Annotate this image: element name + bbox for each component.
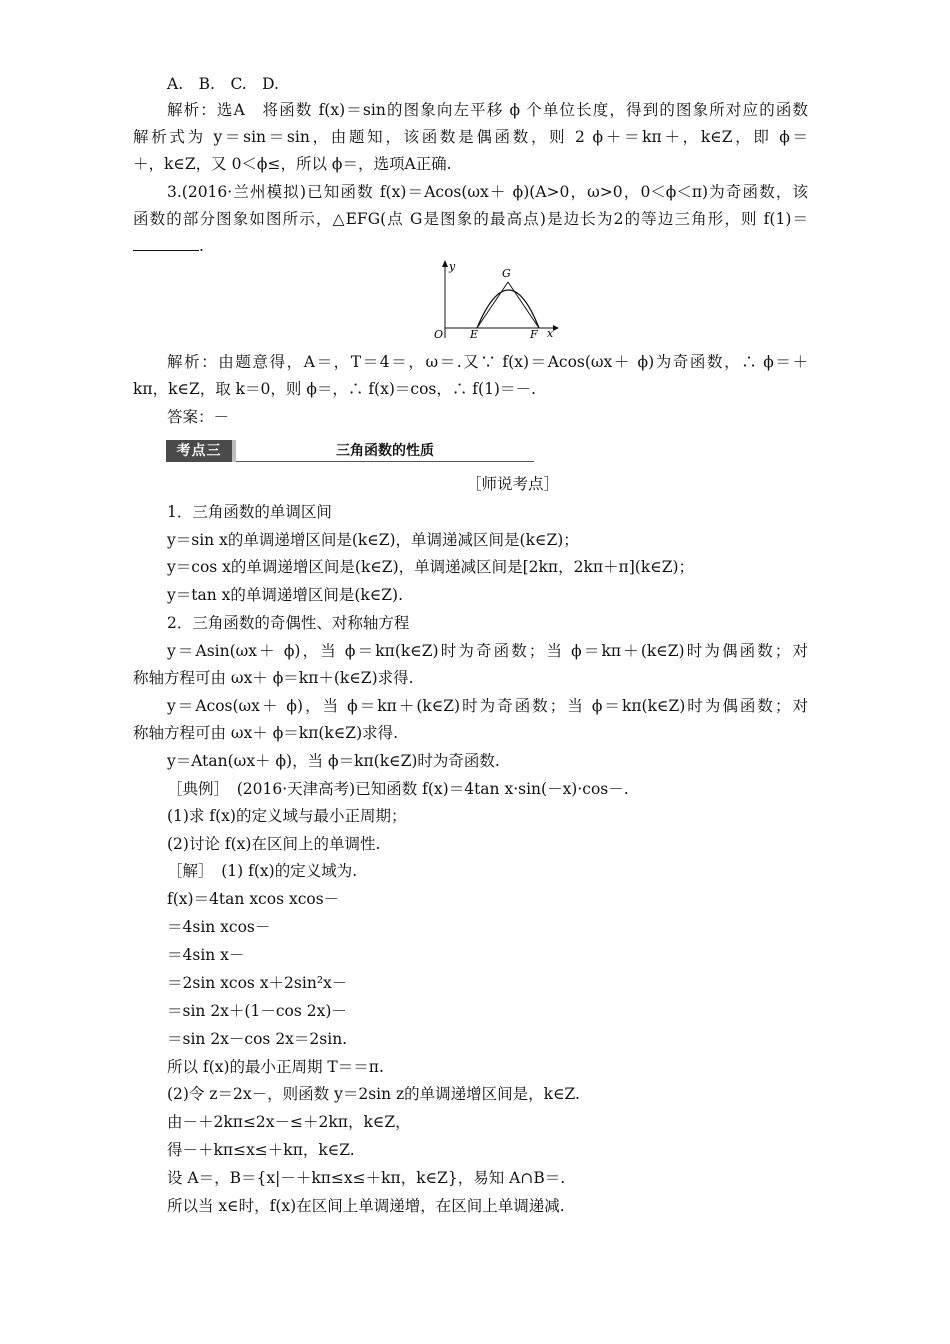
text-line: 称轴方程可由 ωx＋ ϕ＝kπ(k∈Z)求得. — [133, 724, 399, 742]
answer-options: A. B. C. D. — [167, 75, 279, 93]
label-g: G — [502, 267, 511, 280]
answer-line: 答案：－ — [167, 408, 230, 426]
subheading: ［师说考点］ — [465, 475, 559, 493]
text-line: y＝Atan(ωx＋ ϕ)，当 ϕ＝kπ(k∈Z)时为奇函数. — [167, 752, 500, 770]
triangle-side-eg — [477, 282, 508, 328]
x-axis-arrow — [553, 325, 559, 331]
section-rule — [236, 461, 534, 462]
text-line: y＝Acos(ωx＋ ϕ)，当 ϕ＝kπ＋(k∈Z)时为奇函数；当 ϕ＝kπ(k∈Z)时为偶函数；对 — [167, 697, 808, 715]
label-o: O — [434, 328, 444, 340]
text-line: 所以当 x∈时，f(x)在区间上单调递增，在区间上单调递减. — [167, 1197, 565, 1215]
section-badge: 考点三 — [166, 440, 232, 462]
problem-3: 3.(2016·兰州模拟)已知函数 f(x)＝Acos(ωx＋ ϕ)(A>0，ω>0，0＜ϕ＜π)为奇函数，该 — [167, 183, 808, 201]
label-e: E — [470, 328, 479, 340]
function-graph-figure — [425, 258, 560, 340]
text-line: 函数的部分图象如图所示，△EFG(点 G是图象的最高点)是边长为2的等边三角形，则 f(1)＝ — [133, 210, 808, 228]
text-line: 称轴方程可由 ωx＋ ϕ＝kπ＋(k∈Z)求得. — [133, 669, 414, 687]
text-line: 解析：由题意得，A＝，T＝4＝，ω＝.又∵ f(x)＝Acos(ωx＋ ϕ)为奇函数，∴ ϕ＝＋ — [167, 353, 808, 371]
equation-line: ＝4sin xcos－ — [167, 918, 271, 936]
y-axis-arrow — [442, 260, 448, 267]
text-line: 由－＋2kπ≤2x－≤＋2kπ，k∈Z， — [167, 1113, 411, 1131]
text-line: y＝tan x的单调递增区间是(k∈Z). — [167, 586, 404, 604]
equation-line: ＝2sin xcos x＋2sin²x－ — [167, 974, 348, 992]
text-line: (2)讨论 f(x)在区间上的单调性. — [167, 835, 381, 853]
equation-line: ＝sin 2x＋(1－cos 2x)－ — [167, 1002, 347, 1020]
curve — [477, 290, 539, 328]
equation-line: ＝4sin x－ — [167, 946, 245, 964]
text-line: y＝cos x的单调递增区间是(k∈Z)，单调递减区间是[2kπ，2kπ＋π](k∈Z)； — [167, 558, 695, 576]
equation-line: ＝sin 2x－cos 2x＝2sin. — [167, 1030, 348, 1048]
heading-2: 2．三角函数的奇偶性、对称轴方程 — [167, 614, 410, 632]
text-line: kπ，k∈Z，取 k＝0，则 ϕ＝，∴ f(x)＝cos，∴ f(1)＝－. — [133, 380, 536, 398]
text-line: 解析式为 y＝sin＝sin，由题知，该函数是偶函数，则 2 ϕ＋＝kπ＋，k∈Z，即 ϕ＝ — [133, 128, 808, 146]
text-line: (1)求 f(x)的定义域与最小正周期； — [167, 807, 407, 825]
text-line: 得－＋kπ≤x≤＋kπ，k∈Z. — [167, 1141, 355, 1159]
text-line: 解析：选A 将函数 f(x)＝sin的图象向左平移 ϕ 个单位长度，得到的图象所对应的函数 — [167, 101, 808, 119]
heading-1: 1．三角函数的单调区间 — [167, 503, 332, 521]
equation-line: f(x)＝4tan xcos xcos－ — [167, 890, 340, 908]
label-x: x — [547, 327, 554, 340]
label-f: F — [530, 328, 538, 340]
label-y: y — [449, 260, 456, 273]
text-line: 所以 f(x)的最小正周期 T＝＝π. — [167, 1058, 384, 1076]
text-line: ＋，k∈Z，又 0＜ϕ≤，所以 ϕ＝，选项A正确. — [133, 155, 452, 173]
text-line: 设 A＝，B＝{x|－＋kπ≤x≤＋kπ，k∈Z}，易知 A∩B＝. — [167, 1169, 566, 1187]
triangle-side-gf — [508, 282, 539, 328]
text-line: y＝Asin(ωx＋ ϕ)，当 ϕ＝kπ(k∈Z)时为奇函数；当 ϕ＝kπ＋(k∈Z)时为偶函数；对 — [167, 642, 808, 660]
text-line: y＝sin x的单调递增区间是(k∈Z)，单调递减区间是(k∈Z)； — [167, 531, 579, 549]
solution-heading: ［解］ (1) f(x)的定义域为. — [167, 862, 358, 880]
answer-blank — [133, 236, 199, 251]
example-heading: ［典例］ (2016·天津高考)已知函数 f(x)＝4tan x·sin(－x)·cos－. — [167, 780, 629, 798]
section-title: 三角函数的性质 — [336, 443, 434, 459]
answer-blank-line: . — [133, 236, 204, 256]
section-header — [166, 440, 534, 462]
text-line: (2)令 z＝2x－，则函数 y＝2sin z的单调递增区间是，k∈Z. — [167, 1085, 580, 1103]
